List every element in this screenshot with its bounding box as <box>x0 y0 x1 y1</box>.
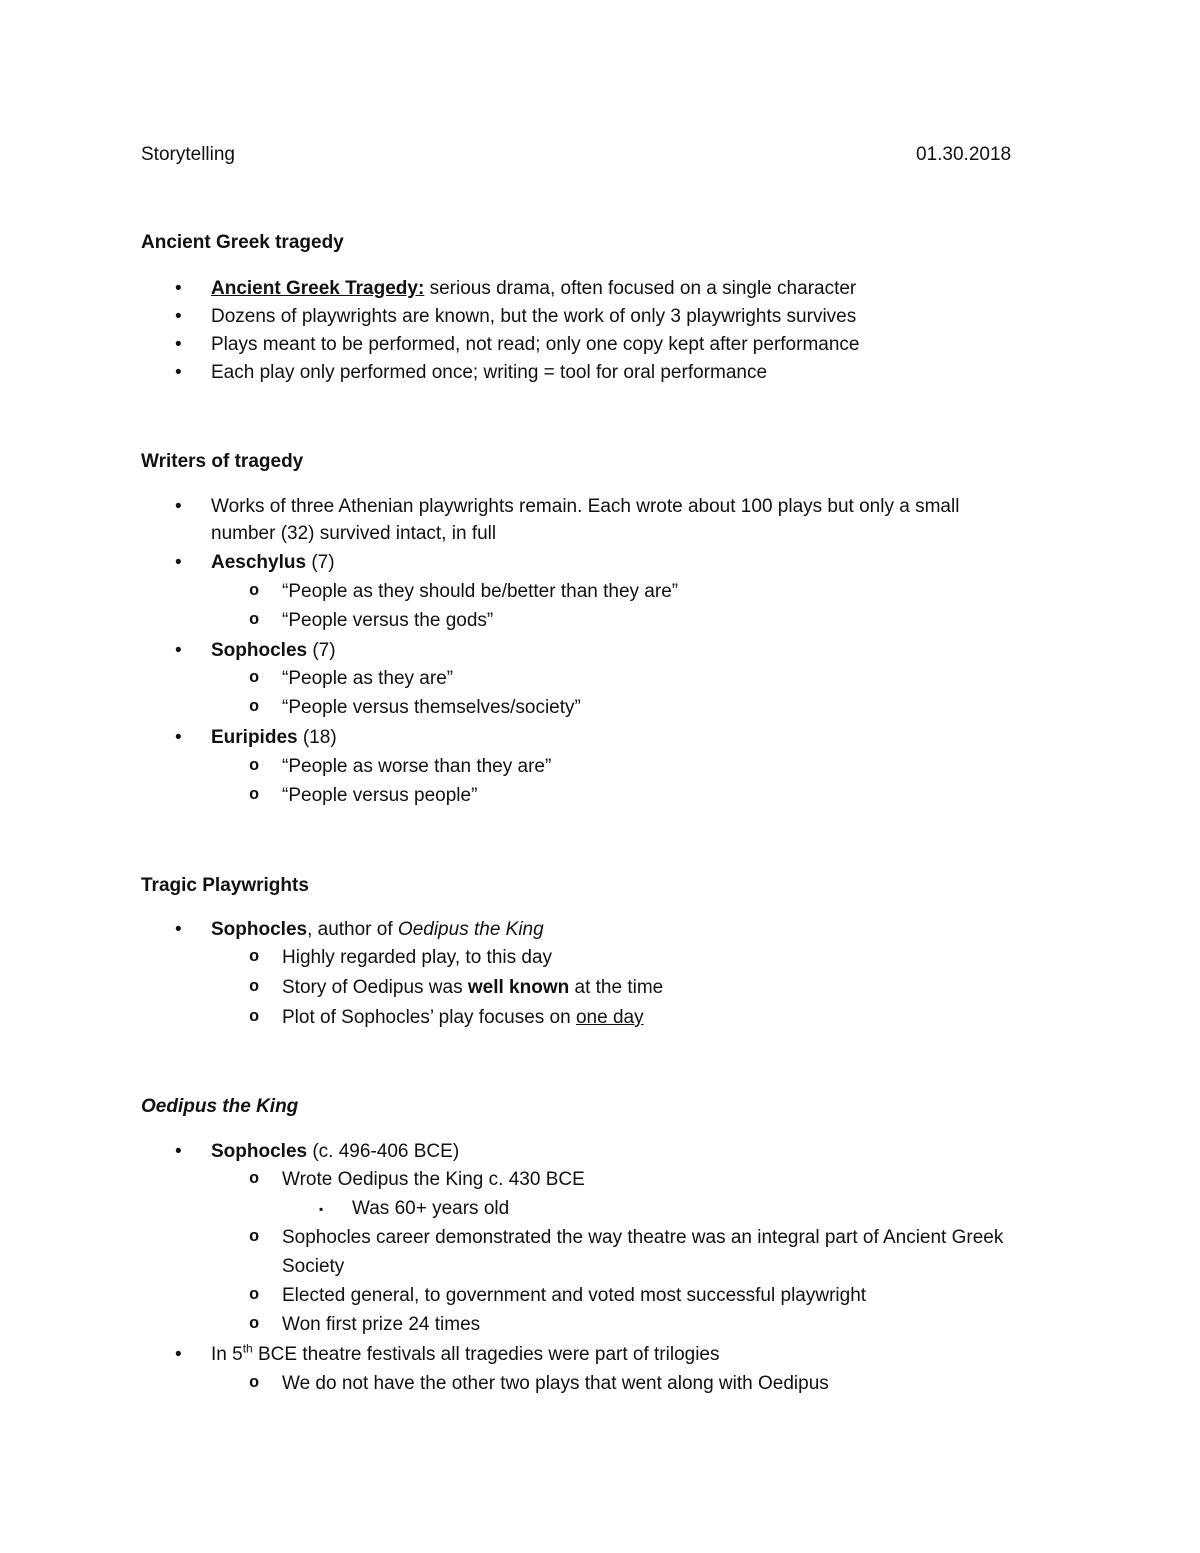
list-item <box>211 1341 720 1366</box>
bullet-marker: • <box>175 1141 182 1162</box>
sub-list-item: Wrote Oedipus the King c. 430 BCE <box>282 1169 585 1190</box>
bullet-marker: • <box>175 919 182 940</box>
text-run: BCE theatre festivals all tragedies were part of trilogies <box>252 1344 720 1365</box>
play-count: (7) <box>307 640 336 661</box>
bullet-marker: • <box>175 278 182 299</box>
sub-sub-bullet-marker: ▪ <box>319 1202 324 1216</box>
section-heading-oedipus-the-king: Oedipus the King <box>141 1096 299 1117</box>
sub-list-item: Sophocles career demonstrated the way theatre was an integral part of Ancient Greek <box>282 1227 1004 1248</box>
sub-bullet-marker: o <box>249 786 260 805</box>
sub-list-item: “People versus themselves/society” <box>282 697 581 718</box>
sub-bullet-marker: o <box>249 669 260 688</box>
sub-bullet-marker: o <box>249 1374 260 1393</box>
sub-bullet-marker: o <box>249 611 260 630</box>
sub-bullet-marker: o <box>249 1170 260 1189</box>
bullet-marker: • <box>175 1344 182 1365</box>
text-run: Story of Oedipus was <box>282 977 468 998</box>
sub-list-item: Elected general, to government and voted most successful playwright <box>282 1285 867 1306</box>
bullet-marker: • <box>175 362 182 383</box>
bullet-marker: • <box>175 334 182 355</box>
sub-list-item: “People as worse than they are” <box>282 756 552 777</box>
sub-list-item-continuation: Society <box>282 1256 345 1277</box>
list-item <box>211 278 856 300</box>
list-item <box>211 919 544 941</box>
sub-list-item: “People versus the gods” <box>282 610 494 631</box>
sub-bullet-marker: o <box>249 978 260 997</box>
note-date: 01.30.2018 <box>916 144 1012 165</box>
playwright-name: Sophocles <box>211 919 308 940</box>
sub-list-item: “People as they are” <box>282 668 454 689</box>
list-item: Plays meant to be performed, not read; only one copy kept after performance <box>211 334 860 355</box>
superscript-text: th <box>242 1341 253 1356</box>
list-item: Each play only performed once; writing = tool for oral performance <box>211 362 768 383</box>
play-count: (7) <box>306 552 335 573</box>
term-label: Ancient Greek Tragedy: <box>211 278 425 299</box>
author-of-text: , author of <box>307 919 398 940</box>
list-item-continuation: number (32) survived intact, in full <box>211 523 497 544</box>
sub-list-item: We do not have the other two plays that went along with Oedipus <box>282 1373 829 1394</box>
playwright-name: Aeschylus <box>211 552 307 573</box>
sub-list-item: Highly regarded play, to this day <box>282 947 553 968</box>
list-item: Works of three Athenian playwrights remain. Each wrote about 100 plays but only a small <box>211 496 960 517</box>
sub-bullet-marker: o <box>249 1286 260 1305</box>
sub-bullet-marker: o <box>249 757 260 776</box>
text-run: at the time <box>569 977 664 998</box>
life-dates: (c. 496-406 BCE) <box>307 1141 460 1162</box>
text-run: In 5 <box>211 1344 243 1365</box>
play-count: (18) <box>297 727 337 748</box>
playwright-name: Sophocles <box>211 640 308 661</box>
text-run: Plot of Sophocles’ play focuses on <box>282 1007 576 1028</box>
sub-list-item: “People versus people” <box>282 785 478 806</box>
underlined-text: one day <box>575 1007 644 1028</box>
sub-bullet-marker: o <box>249 1228 260 1247</box>
list-item <box>211 1141 459 1163</box>
bullet-marker: • <box>175 727 182 748</box>
sub-list-item <box>282 977 663 999</box>
sub-list-item: “People as they should be/better than they are” <box>282 581 679 602</box>
playwright-name: Sophocles <box>211 1141 308 1162</box>
sub-bullet-marker: o <box>249 948 260 967</box>
course-title: Storytelling <box>141 144 235 165</box>
section-heading-writers-of-tragedy: Writers of tragedy <box>141 451 304 472</box>
bullet-marker: • <box>175 496 182 517</box>
sub-sub-list-item: Was 60+ years old <box>352 1198 510 1219</box>
list-item <box>211 727 337 749</box>
list-item: Dozens of playwrights are known, but the work of only 3 playwrights survives <box>211 306 857 327</box>
bullet-marker: • <box>175 552 182 573</box>
sub-bullet-marker: o <box>249 582 260 601</box>
term-definition: serious drama, often focused on a single character <box>424 278 857 299</box>
section-heading-ancient-greek-tragedy: Ancient Greek tragedy <box>141 232 344 253</box>
sub-bullet-marker: o <box>249 1315 260 1334</box>
sub-bullet-marker: o <box>249 698 260 717</box>
sub-list-item: Won first prize 24 times <box>282 1314 481 1335</box>
sub-list-item <box>282 1007 644 1029</box>
list-item <box>211 552 335 574</box>
list-item <box>211 640 336 662</box>
section-heading-tragic-playwrights: Tragic Playwrights <box>141 875 309 896</box>
bullet-marker: • <box>175 640 182 661</box>
emphasis-text: well known <box>467 977 570 998</box>
bullet-marker: • <box>175 306 182 327</box>
work-title: Oedipus the King <box>397 919 544 940</box>
sub-bullet-marker: o <box>249 1008 260 1027</box>
playwright-name: Euripides <box>211 727 298 748</box>
